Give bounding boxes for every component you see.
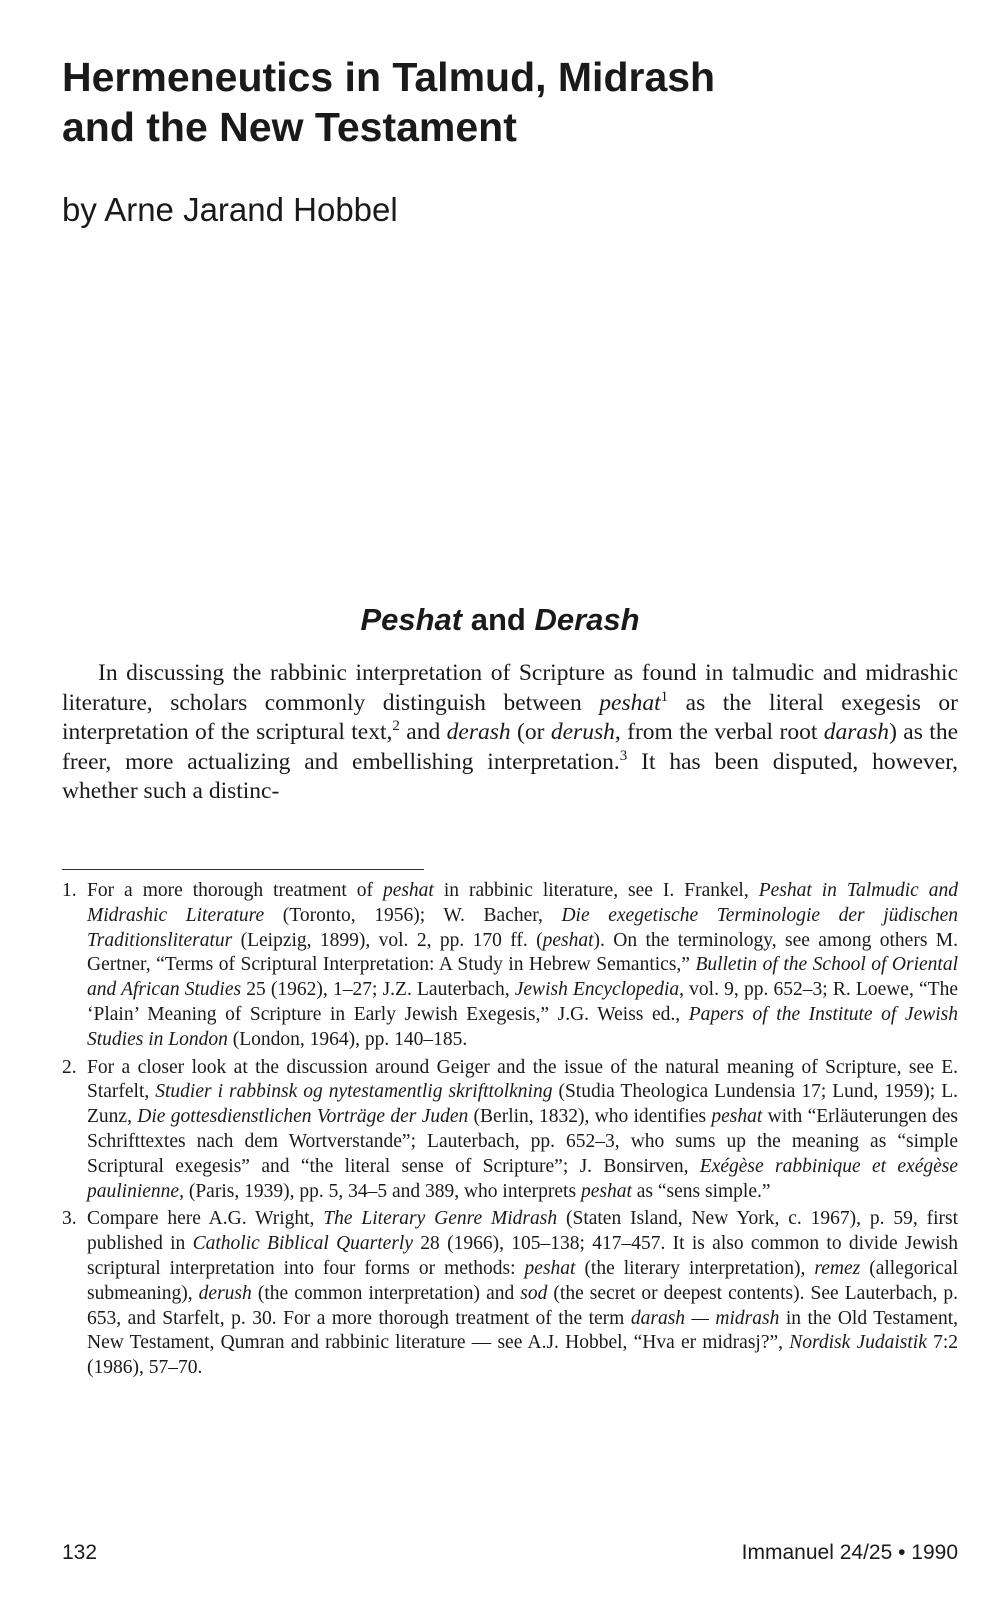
footnote-italic: Papers of the Institute of Jewish Studies in London <box>87 1003 958 1050</box>
footnote-text: (Berlin, 1832), who identifies <box>468 1106 712 1128</box>
footnote-text: For a closer look at the discussion around Geiger and the issue of the natural meaning of Scripture, see E. Starfelt, <box>87 1056 958 1103</box>
body-term-derush: derush <box>550 719 615 745</box>
footnote-text: (Staten Island, New York, c. 1967), p. 59, first published in <box>87 1208 959 1255</box>
footnote-italic: Die gottesdienstlichen Vorträge der Juden <box>137 1106 469 1128</box>
footnote-number: 3. <box>62 1208 77 1230</box>
body-text-span: (or <box>510 719 551 745</box>
footnote-ref-2[interactable]: 2 <box>392 718 400 734</box>
footnote-italic: Catholic Biblical Quarterly <box>192 1233 413 1255</box>
footnote-number: 1. <box>62 880 77 901</box>
footnote-italic: peshat <box>524 1257 576 1279</box>
footnote-text: , vol. 9, pp. 652–3; R. Loewe, “The ‘Plain’ Meaning of Scripture in Early Jewish Exegesis,” J.G. Weiss ed., <box>87 979 958 1025</box>
footnote-italic: peshat <box>711 1106 763 1128</box>
body-text-span: In discussing the rabbinic interpretation of Scripture as found in talmudic and midrashic literature, scholars commonly distinguish between <box>62 660 958 716</box>
footnote-ref-1[interactable]: 1 <box>660 688 669 705</box>
article-title-line-1: Hermeneutics in Talmud, Midrash <box>62 54 716 100</box>
footnote-italic: Peshat in Talmudic and Midrashic Literature <box>87 880 958 926</box>
body-term-darash: darash <box>823 719 890 745</box>
body-text-span: It has been disputed, however, whether such a distinc- <box>62 748 958 804</box>
footnote-italic: Exégèse rabbinique et exégèse paulinienne, <box>87 1155 958 1202</box>
footnote-1 <box>62 879 958 1053</box>
footnote-text: as “sens simple.” <box>631 1180 771 1202</box>
article-title <box>62 52 715 152</box>
footnote-text: (Studia Theologica Lundensia 17; Lund, 1959); L. Zunz, <box>87 1081 958 1128</box>
footnote-italic: Die exegetische Terminologie der jüdischen Traditionsliteratur <box>87 904 958 951</box>
footnote-italic: darash — midrash <box>630 1307 780 1329</box>
footnote-text: For a more thorough treatment of <box>87 880 383 901</box>
body-text-span: and <box>399 719 447 745</box>
footnote-text: (the secret or deepest contents). See Lauterbach, p. 653, and Starfelt, p. 30. For a more thorough treatment of the term <box>87 1282 959 1329</box>
footnote-italic: sod <box>520 1282 548 1304</box>
footnote-text: 7:2 (1986), 57–70. <box>87 1332 959 1379</box>
footnote-italic: derush <box>198 1282 252 1304</box>
footnote-italic: The Literary Genre Midrash <box>323 1208 558 1230</box>
section-heading-term-derash: Derash <box>534 602 640 637</box>
body-term-peshat: peshat <box>599 689 661 716</box>
footnote-text: 25 (1962), 1–27; J.Z. Lauterbach, <box>241 979 515 1001</box>
footnote-text: Compare here A.G. Wright, <box>87 1208 324 1230</box>
footnote-text: (London, 1964), pp. 140–185. <box>227 1028 468 1050</box>
footnote-italic: remez <box>814 1257 861 1279</box>
footnote-text: (Toronto, 1956); W. Bacher, <box>264 904 562 926</box>
footnote-text: (allegorical submeaning), <box>87 1257 958 1304</box>
footnote-text: with “Erläuterungen des Schrifttextes nach dem Wortverstande”; Lauterbach, pp. 652–3, who sums up the meaning as “simple Scriptural exegesis” and “the literal sense of Scripture”; J. Bonsirven, <box>87 1106 958 1177</box>
footnote-divider <box>62 869 424 870</box>
footnote-text: (Paris, 1939), pp. 5, 34–5 and 389, who interprets <box>183 1180 581 1202</box>
footnote-3 <box>62 1207 958 1381</box>
section-heading-and: and <box>462 602 535 637</box>
body-text-span: as the literal exegesis or interpretation of the scriptural text, <box>62 689 959 745</box>
body-text-span: ) as the freer, more actualizing and embellishing interpretation. <box>62 719 958 775</box>
footnote-2 <box>62 1056 958 1205</box>
footnote-text: (the literary interpretation), <box>575 1257 815 1279</box>
footnote-italic: Bulletin of the School of Oriental and African Studies <box>87 954 958 1001</box>
footnote-italic: Studier i rabbinsk og nytestamentlig skrifttolkning <box>155 1081 553 1103</box>
body-paragraph <box>62 659 958 807</box>
footnote-italic: peshat <box>580 1180 632 1202</box>
article-title-line-2: and the New Testament <box>62 104 517 150</box>
footnote-text: 28 (1966), 105–138; 417–457. It is also common to divide Jewish scriptural interpretation into four forms or methods: <box>87 1233 958 1279</box>
footnote-ref-3[interactable]: 3 <box>619 747 628 764</box>
footnote-number: 2. <box>62 1056 77 1078</box>
footnote-text: ). On the terminology, see among others M. Gertner, “Terms of Scriptural Interpretation: A Study in Hebrew Semantics,” <box>87 929 958 976</box>
footnote-italic: peshat <box>382 880 434 901</box>
footnote-text: (Leipzig, 1899), vol. 2, pp. 170 ff. ( <box>232 929 543 951</box>
body-term-derash: derash <box>446 719 511 745</box>
section-heading <box>0 600 1000 640</box>
journal-citation: Immanuel 24/25 • 1990 <box>741 1541 958 1564</box>
author-byline: by Arne Jarand Hobbel <box>62 191 398 228</box>
footnote-text: in the Old Testament, New Testament, Qumran and rabbinic literature — see A.J. Hobbel, “Hva er midrasj?”, <box>87 1307 958 1354</box>
footnote-text: in rabbinic literature, see I. Frankel, <box>433 880 759 901</box>
footnotes-list <box>62 879 958 1384</box>
footnote-italic: Jewish Encyclopedia <box>514 979 680 1001</box>
body-text-span: , from the verbal root <box>614 719 824 745</box>
footnote-italic: Nordisk Judaistik <box>789 1332 927 1354</box>
page-number: 132 <box>62 1541 98 1564</box>
footnote-italic: peshat <box>542 929 594 951</box>
section-heading-term-peshat: Peshat <box>360 602 463 637</box>
footnote-text: (the common interpretation) and <box>251 1282 521 1304</box>
